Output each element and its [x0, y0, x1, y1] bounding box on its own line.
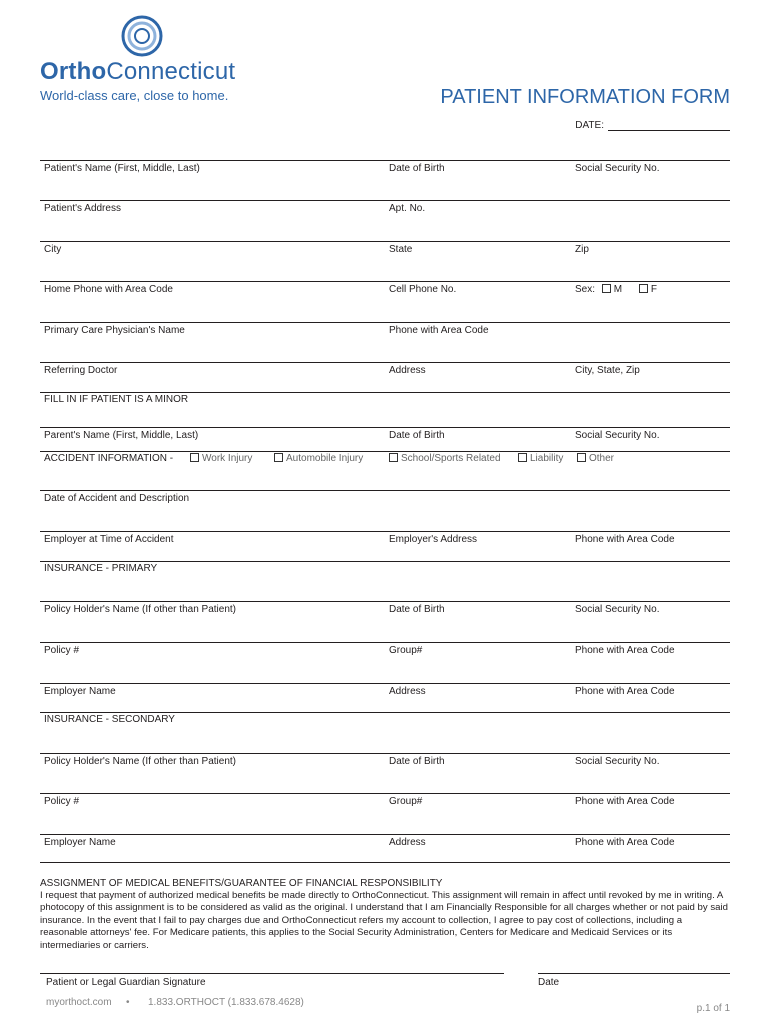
footer-bullet: • [126, 997, 130, 1008]
field-label: City, State, Zip [575, 365, 640, 376]
sex-field [575, 284, 657, 295]
field-label: Patient's Name (First, Middle, Last) [44, 163, 200, 174]
form-row-primary-policy[interactable] [40, 642, 730, 656]
accident-option-other[interactable]: Other [577, 453, 614, 464]
checkbox-icon [274, 453, 283, 462]
field-label: Policy # [44, 796, 80, 807]
field-label: Employer at Time of Accident [44, 534, 174, 545]
form-row-primary-holder[interactable] [40, 601, 730, 615]
field-label: Address [389, 365, 426, 376]
brand-tagline: World-class care, close to home. [40, 88, 229, 103]
field-label: Phone with Area Code [389, 325, 489, 336]
field-label: Date of Accident and Description [44, 493, 190, 504]
date-input-line[interactable] [608, 120, 730, 131]
footer-phone: 1.833.ORTHOCT (1.833.678.4628) [148, 997, 304, 1008]
section-divider [40, 392, 730, 393]
field-label: Employer's Address [389, 534, 478, 545]
accident-option-auto[interactable]: Automobile Injury [274, 453, 363, 464]
field-label: Phone with Area Code [575, 837, 675, 848]
sex-f-label: F [650, 284, 658, 295]
field-label: City [44, 244, 62, 255]
sex-f-checkbox[interactable] [639, 284, 648, 293]
field-label: Referring Doctor [44, 365, 118, 376]
field-label: Date of Birth [389, 604, 445, 615]
date-label: DATE: [575, 120, 604, 131]
field-label: Social Security No. [575, 163, 660, 174]
form-row-patient-address[interactable] [40, 200, 730, 214]
field-label: Parent's Name (First, Middle, Last) [44, 430, 199, 441]
field-label: Zip [575, 244, 589, 255]
assignment-body: I request that payment of authorized medical benefits be made directly to OrthoConnecticut. This assignment will remain in affect until revoked by me in writing. A photocopy of this assignment is to be considered as valid as the original. I understand that I am Financially Responsible for all charges whether or not paid by said insurance. In the event that I fail to pay charges due and OrthoConnecticut refers my account to collection, I agree to pay cost of collections, including a reasonable attorneys' fee. For Medicare patients, this applies to the Social Security Administration, Centers for Medicare and Medicaid Services or its intermediaries or carriers. [40, 890, 728, 951]
signature-date-input-line[interactable] [538, 973, 730, 974]
field-label: Employer Name [44, 837, 116, 848]
field-label: Cell Phone No. [389, 284, 457, 295]
sex-label: Sex: [575, 284, 596, 295]
orthoconnecticut-logo-icon [120, 14, 164, 58]
section-divider [40, 561, 730, 562]
accident-option-liability[interactable]: Liability [518, 453, 563, 464]
checkbox-icon [190, 453, 199, 462]
brand-name: OrthoConnecticut [40, 58, 236, 85]
checkbox-icon [518, 453, 527, 462]
field-label: Phone with Area Code [575, 645, 675, 656]
form-row-city[interactable] [40, 241, 730, 255]
form-row-secondary-policy[interactable] [40, 793, 730, 807]
section-divider [40, 712, 730, 713]
form-row-parent-name[interactable] [40, 427, 730, 441]
field-label: Policy # [44, 645, 80, 656]
field-label: State [389, 244, 413, 255]
field-label: Address [389, 837, 426, 848]
signature-date-label: Date [538, 977, 560, 988]
form-title: PATIENT INFORMATION FORM [440, 86, 730, 108]
field-label: Date of Birth [389, 756, 445, 767]
form-row-secondary-holder[interactable] [40, 753, 730, 767]
form-row-accident-employer[interactable] [40, 531, 730, 545]
date-field [575, 120, 730, 131]
accident-info-label: ACCIDENT INFORMATION - [44, 453, 174, 464]
form-row-referring-doctor[interactable] [40, 362, 730, 376]
accident-option-school[interactable]: School/Sports Related [389, 453, 501, 464]
form-row-secondary-employer[interactable] [40, 834, 730, 848]
section-minor-title: FILL IN IF PATIENT IS A MINOR [44, 394, 189, 405]
field-label: Phone with Area Code [575, 534, 675, 545]
field-label: Date of Birth [389, 163, 445, 174]
sex-m-checkbox[interactable] [602, 284, 611, 293]
field-label: Employer Name [44, 686, 116, 697]
signature-label: Patient or Legal Guardian Signature [46, 977, 206, 988]
page-number: p.1 of 1 [696, 1003, 730, 1014]
accident-option-work[interactable]: Work Injury [190, 453, 252, 464]
field-label: Social Security No. [575, 756, 660, 767]
field-label: Phone with Area Code [575, 686, 675, 697]
field-label: Primary Care Physician's Name [44, 325, 185, 336]
checkbox-icon [389, 453, 398, 462]
field-label: Home Phone with Area Code [44, 284, 173, 295]
field-label: Patient's Address [44, 203, 121, 214]
field-label: Address [389, 686, 426, 697]
assignment-title: ASSIGNMENT OF MEDICAL BENEFITS/GUARANTEE OF FINANCIAL RESPONSIBILITY [40, 878, 443, 889]
form-row-patient-name[interactable] [40, 160, 730, 174]
checkbox-icon [577, 453, 586, 462]
field-label: Date of Birth [389, 430, 445, 441]
field-label: Group# [389, 645, 423, 656]
form-row-accident-desc[interactable] [40, 490, 730, 504]
sex-m-label: M [613, 284, 623, 295]
form-row-primary-employer[interactable] [40, 683, 730, 697]
field-label: Social Security No. [575, 604, 660, 615]
section-insurance-primary-title: INSURANCE - PRIMARY [44, 563, 158, 574]
section-insurance-secondary-title: INSURANCE - SECONDARY [44, 714, 175, 725]
field-label: Phone with Area Code [575, 796, 675, 807]
footer-website: myorthoct.com [46, 997, 112, 1008]
field-label: Apt. No. [389, 203, 426, 214]
form-row-phone[interactable] [40, 281, 730, 295]
section-divider [40, 451, 730, 452]
field-label: Policy Holder's Name (If other than Patient) [44, 604, 236, 615]
form-row-primary-care[interactable] [40, 322, 730, 336]
section-divider [40, 862, 730, 863]
field-label: Policy Holder's Name (If other than Patient) [44, 756, 236, 767]
signature-input-line[interactable] [40, 973, 504, 974]
field-label: Group# [389, 796, 423, 807]
field-label: Social Security No. [575, 430, 660, 441]
